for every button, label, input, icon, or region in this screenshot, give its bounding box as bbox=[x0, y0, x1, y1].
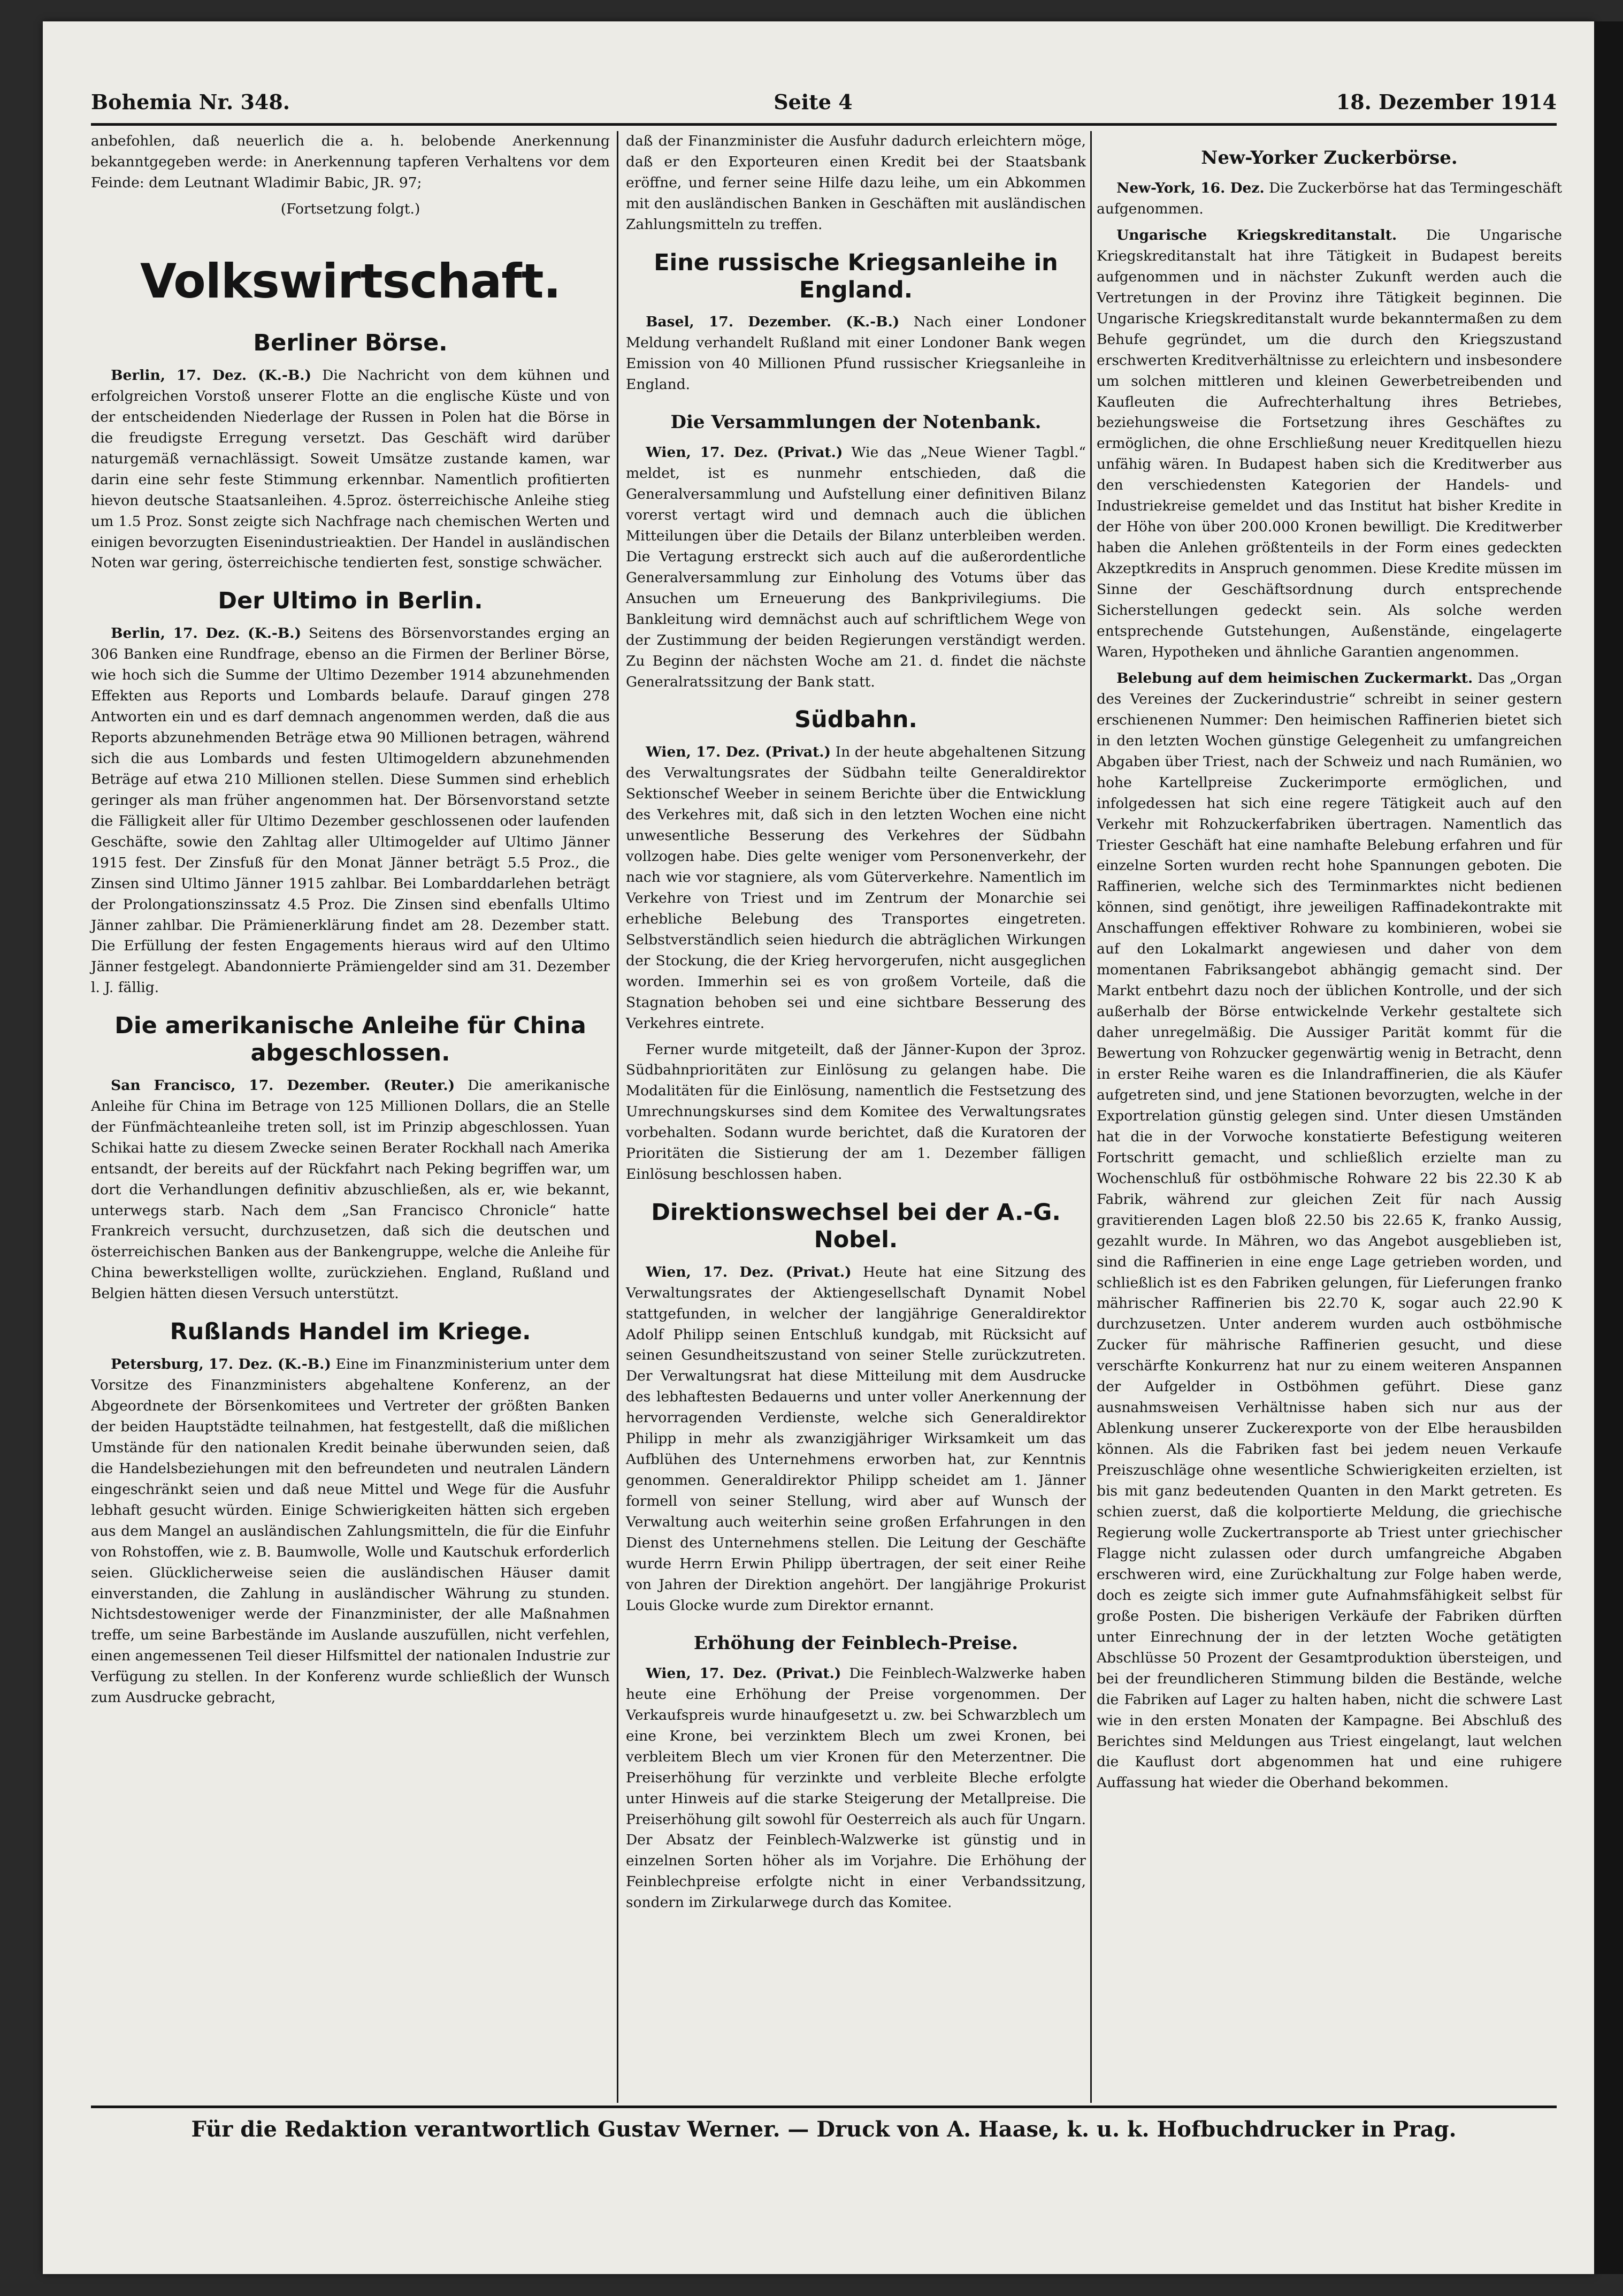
dateline: Wien, 17. Dez. (Privat.) bbox=[646, 744, 831, 761]
article-title-ultimo: Der Ultimo in Berlin. bbox=[218, 588, 483, 615]
continued-text: daß der Finanzminister die Ausfuhr dadurch erleichtern möge, daß er den Exporteuren einen Kredit bei der Staatsbank eröffne, und ferner seine Hilfe dazu leihe, um ein Abkommen mit den ausländischen Banken in Geschäften mit ausländischen Zahlungsmitteln zu treffen. bbox=[626, 133, 1086, 233]
article-title-berliner-boerse: Berliner Börse. bbox=[253, 330, 448, 357]
column-1 bbox=[91, 131, 610, 1714]
dateline: Petersburg, 17. Dez. (K.-B.) bbox=[111, 1356, 331, 1373]
article-body: Ungarische Kriegskreditanstalt. Die Ungarische Kriegskreditanstalt hat ihre Tätigkeit in Budapest bereits aufgenommen und in nächster Zukunft werden auch die Vertretungen in der Provinz ihre Tätigkeit beginnen. Die Ungarische Kriegskreditanstalt wurde bekanntermaßen zu dem Behufe gegründet, um die durch den Kriegszustand erschwerten Kreditverhältnisse zu erleichtern und insbesondere um solchen mittleren und kleinen Gewerbetreibenden und Kaufleuten die Aufrechterhaltung ihres Betriebes, beziehungsweise die Fortsetzung ihres Geschäftes zu ermöglichen, die ohne Erschließung neuer Kreditquellen hiezu unfähig wären. In Budapest haben sich die Kreditwerber aus den verschiedensten Kategorien der Handels- und Industriekreise gemeldet und das Institut hat bisher Kredite in der Höhe von über 200.000 Kronen bewilligt. Die Kreditwerber haben die Anlehen größtenteils in der Form eines gedeckten Akzeptkredits in Anspruch genommen. Diese Kredite müssen im Sinne der Geschäftsordnung durch entsprechende Sicherstellungen gedeckt sein. Als solche werden entsprechende Gutstehungen, Außenstände, eingelagerte Waren, Hypotheken und ähnliche Garantien angenommen. bbox=[1097, 226, 1562, 660]
article-body: Berlin, 17. Dez. (K.-B.) Die Nachricht von dem kühnen und erfolgreichen Vorstoß unserer Flotte an die englische Küste und von der entscheidenden Niederlage der Russen in Polen hat die Börse in die freudigste Erregung versetzt. Das Geschäft wird darüber naturgemäß vernachlässigt. Soweit Umsätze zustande kamen, war darin eine sehr feste Stimmung erkennbar. Namentlich profitierten hievon deutsche Staatsanleihen. 4.5proz. österreichische Anleihe stieg um 1.5 Proz. Sonst zeigte sich Nachfrage nach chemischen Werten und einigen bevorzugten Eisenindustrieaktien. Der Handel in ausländischen Noten war gering, österreichische tendierten fest, sonstige schwächer. bbox=[91, 367, 610, 571]
article-body: Basel, 17. Dezember. (K.-B.) Nach einer Londoner Meldung verhandelt Rußland mit einer Londoner Bank wegen Emission von 40 Millionen Pfund russischer Kriegsanleihe in England. bbox=[626, 314, 1086, 393]
article-title-feinblech: Erhöhung der Feinblech-Preise. bbox=[693, 1632, 1019, 1654]
section-title: Volkswirtschaft. bbox=[140, 253, 561, 309]
column-2 bbox=[626, 131, 1086, 1919]
column-rule-2 bbox=[1090, 131, 1092, 2103]
header-date: 18. Dezember 1914 bbox=[1336, 89, 1557, 114]
article-body: Wien, 17. Dez. (Privat.) Wie das „Neue Wiener Tagbl.“ meldet, ist es nunmehr entschieden, daß die Generalversammlung und Aufstellung einer definitiven Bilanz vorerst vertagt wird und demnach auch die üblichen Mitteilungen über die Details der Bilanz unterbleiben werden. Die Vertagung erstreckt sich auch auf die außerordentliche Generalversammlung zur Einholung des Votums über das Ansuchen um Erneuerung des Bankprivilegiums. Die Bankleitung wird demnächst auch auf schriftlichem Wege von der Zustimmung der beiden Regierungen verständigt werden. Zu Beginn der nächsten Woche am 21. d. findet die nächste Generalratssitzung der Bank statt. bbox=[626, 444, 1086, 690]
article-body: Wien, 17. Dez. (Privat.) Heute hat eine Sitzung des Verwaltungsrates der Aktiengesellschaft Dynamit Nobel stattgefunden, in welcher der langjährige Generaldirektor Adolf Philipp seinen Entschluß kundgab, mit Rücksicht auf seinen Gesundheitszustand von seiner Stelle zurückzutreten. Der Verwaltungsrat hat diese Mitteilung mit dem Ausdrucke des lebhaftesten Bedauerns und unter voller Anerkennung der hervorragenden Verdienste, welche sich Generaldirektor Philipp in mehr als zwanzigjähriger Wirksamkeit um das Aufblühen des Unternehmens erworben hat, zur Kenntnis genommen. Generaldirektor Philipp scheidet am 1. Jänner formell von seiner Stellung, wird aber auf Wunsch der Verwaltung auch weiterhin seine großen Erfahrungen in den Dienst des Unternehmens stellen. Die Leitung der Geschäfte wurde Herrn Erwin Philipp übertragen, der seit einer Reihe von Jahren der Direktion angehört. Der langjährige Prokurist Louis Glocke wurde zum Direktor ernannt. bbox=[626, 1263, 1086, 1614]
article-body: Ferner wurde mitgeteilt, daß der Jänner-Kupon der 3proz. Südbahnprioritäten zur Einlösung zu gelangen habe. Die Modalitäten für die Einlösung, namentlich die Festsetzung des Umrechnungskurses sind dem Komitee des Verwaltungsrates vorbehalten. Sodann wurde berichtet, daß die Kuratoren der Prioritäten die Sistierung der am 1. Dezember fälligen Einlösung beschlossen haben. bbox=[626, 1041, 1086, 1183]
page-edge-shadow bbox=[1594, 21, 1623, 2274]
article-body: Berlin, 17. Dez. (K.-B.) Seitens des Börsenvorstandes erging an 306 Banken eine Rundfrage, ebenso an die Firmen der Berliner Börse, wie hoch sich die Summe der Ultimo Dezember 1914 abzunehmenden Effekten aus Reports und Lombards belaufe. Darauf gingen 278 Antworten ein und es darf demnach angenommen werden, daß die aus Reports abzunehmenden Beträge etwa 90 Millionen betragen, während sich die aus Lombards und festen Ultimogeldern abzunehmenden Beträge auf etwa 210 Millionen stellen. Diese Summen sind erheblich geringer als man früher angenommen hat. Der Börsenvorstand setzte die Fälligkeit aller für Ultimo Dezember geschlossenen oder laufenden Geschäfte, sowie den Zahltag aller Ultimogelder auf Ultimo Jänner 1915 fest. Der Zinsfuß für den Monat Jänner beträgt 5.5 Proz., die Zinsen sind Ultimo Jänner 1915 zahlbar. Bei Lombarddarlehen beträgt der Prolongationszinssatz 4.5 Proz. Die Zinsen sind ebenfalls Ultimo Jänner zahlbar. Die Prämienerklärung findet am 28. Dezember statt. Die Erfüllung der festen Engagements hieraus wird auf den Ultimo Jänner festgelegt. Abandonnierte Prämiengelder sind am 31. Dezember l. J. fällig. bbox=[91, 625, 610, 996]
article-body: Petersburg, 17. Dez. (K.-B.) Eine im Finanzministerium unter dem Vorsitze des Finanzministers abgehaltene Konferenz, an der Abgeordnete der Börsenkomitees und Vertreter der größten Banken der beiden Hauptstädte teilnahmen, hat festgestellt, daß die mißlichen Umstände für den nationalen Kredit beinahe überwunden seien, daß die Handelsbeziehungen mit den befreundeten und neutralen Ländern eingeschränkt seien und daß neue Mittel und Wege für die Ausfuhr lebhaft gesucht würden. Einige Schwierigkeiten hätten sich ergeben aus dem Mangel an ausländischen Zahlungsmitteln, die für die Einfuhr von Rohstoffen, wie z. B. Baumwolle, Wolle und Kautschuk erforderlich seien. Glücklicherweise seien die ausländischen Häuser damit einverstanden, die Zahlung in ausländischer Währung zu stunden. Nichtsdestoweniger werde der Finanzminister, der alle Maßnahmen treffe, um seine Barbestände im Auslande auszufüllen, nicht verfehlen, einen angemessenen Teil dieser Hilfsmittel der nationalen Industrie zur Verfügung zu stellen. In der Konferenz wurde schließlich der Wunsch zum Ausdrucke gebracht, bbox=[91, 1356, 610, 1706]
article-title-kriegsanleihe-england: Eine russische Kriegsanleihe in England. bbox=[654, 249, 1058, 303]
article-title-china-anleihe: Die amerikanische Anleihe für China abgeschlossen. bbox=[114, 1012, 586, 1067]
imprint-footer: Für die Redaktion verantwortlich Gustav Werner. — Druck von A. Haase, k. u. k. Hofbuchdrucker in Prag. bbox=[91, 2106, 1557, 2151]
article-title-suedbahn: Südbahn. bbox=[794, 706, 917, 734]
continuation-note: (Fortsetzung folgt.) bbox=[280, 200, 420, 217]
article-body: Wien, 17. Dez. (Privat.) Die Feinblech-Walzwerke haben heute eine Erhöhung der Preise vorgenommen. Der Verkaufspreis wurde hinaufgesetzt u. zw. bei Schwarzblech um eine Krone, bei verzinktem Blech um zwei Kronen, bei verbleitem Blech um vier Kronen für den Meterzentner. Die Preiserhöhung für verzinkte und verbleite Bleche erfolgte unter Hinweis auf die starke Steigerung der Metallpreise. Die Preiserhöhung gilt sowohl für Oesterreich als auch für Ungarn. Der Absatz der Feinblech-Walzwerke ist günstig und in einzelnen Sorten höher als im Vorjahre. Die Erhöhung der Feinblechpreise erfolgte nicht in einer Verbandssitzung, sondern im Zirkularwege durch das Komitee. bbox=[626, 1665, 1086, 1911]
article-body: New-York, 16. Dez. Die Zuckerbörse hat das Termingeschäft aufgenommen. bbox=[1097, 179, 1562, 217]
page-header bbox=[91, 80, 1557, 126]
column-rule-1 bbox=[617, 131, 618, 2103]
header-issue: Bohemia Nr. 348. bbox=[91, 89, 290, 114]
dateline: Wien, 17. Dez. (Privat.) bbox=[646, 1665, 841, 1682]
dateline: New-York, 16. Dez. bbox=[1116, 179, 1265, 196]
dateline: Basel, 17. Dezember. (K.-B.) bbox=[646, 314, 900, 331]
dateline: Wien, 17. Dez. (Privat.) bbox=[646, 1263, 852, 1280]
article-title-russland-handel: Rußlands Handel im Kriege. bbox=[170, 1318, 531, 1346]
dateline: San Francisco, 17. Dezember. (Reuter.) bbox=[111, 1077, 455, 1094]
dateline: Wien, 17. Dez. (Privat.) bbox=[646, 444, 843, 461]
article-title-nobel: Direktionswechsel bei der A.-G. Nobel. bbox=[651, 1199, 1061, 1253]
article-body: San Francisco, 17. Dezember. (Reuter.) Die amerikanische Anleihe für China im Betrage von 125 Millionen Dollars, die an Stelle der Fünfmächteanleihe treten soll, ist im Prinzip abgeschlossen. Yuan Schikai hatte zu diesem Zwecke seinen Berater Rockhall nach Amerika entsandt, der bereits auf der Rückfahrt nach Peking begriffen war, um dort die Verhandlungen definitiv abzuschließen, als er, wie bekannt, unterwegs starb. Nach dem „San Francisco Chronicle“ hatte Frankreich versucht, durchzusetzen, daß sich die deutschen und österreichischen Banken aus der Bankengruppe, welche die Anleihe für China bewerkstelligen wollte, zurückziehen. England, Rußland und Belgien hätten diesen Versuch unterstützt. bbox=[91, 1077, 610, 1302]
article-body: Wien, 17. Dez. (Privat.) In der heute abgehaltenen Sitzung des Verwaltungsrates der Südbahn teilte Generaldirektor Sektionschef Weeber in seinem Berichte über die Entwicklung des Verkehres mit, daß sich in den letzten Wochen eine nicht unwesentliche Besserung des Verkehres der Südbahn vollzogen habe. Dies gelte weniger vom Personenverkehr, der nach wie vor stagniere, als vom Güterverkehre. Namentlich im Verkehre von Triest und im Zentrum der Monarchie sei erhebliche Belebung des Transportes eingetreten. Selbstverständlich seien hiedurch die abträglichen Wirkungen der Stockung, die der Krieg hervorgerufen, nicht ausgeglichen worden. Immerhin sei es von großem Vorteile, daß die Stagnation behoben sei und eine sichtbare Besserung des Verkehres eintrete. bbox=[626, 744, 1086, 1032]
column-3 bbox=[1097, 131, 1562, 1799]
continued-text: anbefohlen, daß neuerlich die a. h. belobende Anerkennung bekanntgegeben werde: in Anerkennung tapferen Verhaltens vor dem Feinde: dem Leutnant Wladimir Babic, JR. 97; bbox=[91, 133, 610, 191]
article-title-notenbank: Die Versammlungen der Notenbank. bbox=[670, 411, 1042, 433]
inline-title-zuckermarkt: Belebung auf dem heimischen Zuckermarkt. bbox=[1116, 669, 1473, 686]
article-title-zuckerboerse: New-Yorker Zuckerbörse. bbox=[1201, 147, 1458, 169]
dateline: Berlin, 17. Dez. (K.-B.) bbox=[111, 625, 302, 642]
article-body: Belebung auf dem heimischen Zuckermarkt. Das „Organ des Vereines der Zuckerindustrie“ schreibt in seiner gestern erschienenen Nummer: Den heimischen Raffinerien bietet sich in den letzten Wochen günstige Gelegenheit zu umfangreichen Abgaben über Triest, nach der Schweiz und nach Rumänien, wo hohe Kartellpreise Zuckerimporte ermöglichen, und infolgedessen hat sich eine regere Tätigkeit auch auf den Verkehr mit Rohzuckerfabriken übertragen. Namentlich das Triester Geschäft hat eine namhafte Belebung erfahren und für einzelne Sorten wurden recht hohe Spannungen geboten. Die Raffinerien, welche sich des Terminmarktes nicht bedienen können, sind genötigt, ihre jeweiligen Raffinadekontrakte mit Anschaffungen effektiver Rohware zu kombinieren, wobei sie auf den Lokalmarkt angewiesen und daher von dem momentanen Fabriksangebot abhängig gemacht sind. Der Markt entbehrt dazu noch der üblichen Kontrolle, und der sich außerhalb der Börse entwickelnde Verkehr gestaltete sich daher unregelmäßig. Die Aussiger Parität kommt für die Bewertung von Rohzucker gegenwärtig wenig in Betracht, denn in erster Reihe waren es die Inlandraffinerien, die als Käufer aufgetreten sind, und jene Stationen bevorzugten, welche in der Exportrelation günstig gelegen sind. Unter diesen Umständen hat die in der Vorwoche konstatierte Befestigung weiteren Fortschritt gemacht, und schließlich erzielte man zu Wochenschluß für ostböhmische Rohware 22 bis 22.30 K ab Fabrik, während zur gleichen Zeit für nach Aussig gravitierenden Lagen bloß 22.50 bis 22.65 K, franko Aussig, gezahlt wurde. In Mähren, wo das Angebot ausgeblieben ist, sind die Raffinerien in eine enge Lage getrieben worden, und schließlich ist es den Fabriken gelungen, für Lieferungen franko mährischer Raffinerien bis 22.70 K, sogar auch 22.90 K durchzusetzen. Unter anderem wurden auch ostböhmische Zucker für mährische Raffinerien gesucht, und diese verschärfte Konkurrenz hat nur zu einem weiteren Anspannen der Aufgelder in Ostböhmen geführt. Diese ganz ausnahmsweisen Verhältnisse haben sich nur aus der Ablenkung unserer Zuckerexporte von der Elbe herausbilden können. Als die Fabriken fast bei jedem neuen Verkaufe Preiszuschläge ohne wesentliche Schwierigkeiten erzielten, ist bis mit ganz bedeutenden Quanten in den Markt getreten. Es schien zuerst, daß die kolportierte Meldung, die griechische Regierung wolle Zuckertransporte ab Triest unter griechischer Flagge nicht zulassen oder durch umfangreiche Abgaben erschweren wird, eine Zurückhaltung zur Folge haben werde, doch es zeigte sich immer gute Aufnahmsfähigkeit selbst für große Posten. Die bisherigen Verkäufe der Fabriken dürften unter Einrechnung der in der letzten Woche getätigten Abschlüsse 50 Prozent der Gesamtproduktion übersteigen, und bei der freundlicheren Stimmung bilden die Bestände, welche die Fabriken auf Lager zu halten haben, nicht die schwere Last wie in den ersten Monaten der Kampagne. Bei Abschluß des Berichtes sind Meldungen aus Triest eingelangt, laut welchen die Kauflust dort abgenommen hat und eine ruhigere Auffassung hat wieder die Oberhand bekommen. bbox=[1097, 669, 1562, 1791]
dateline: Berlin, 17. Dez. (K.-B.) bbox=[111, 367, 312, 384]
inline-title-kriegskreditanstalt: Ungarische Kriegskreditanstalt. bbox=[1116, 226, 1397, 243]
header-page-number: Seite 4 bbox=[774, 89, 853, 114]
